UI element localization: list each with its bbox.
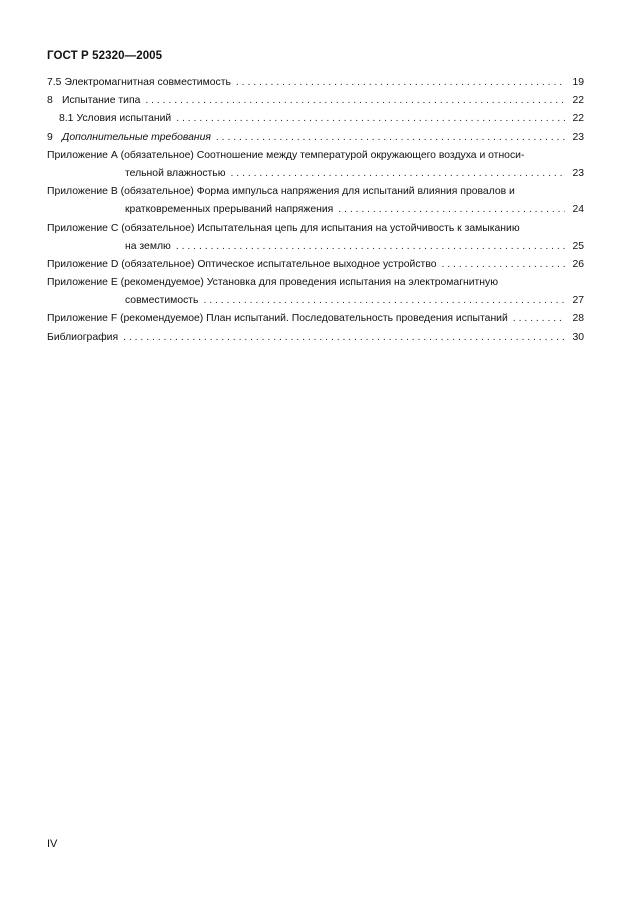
toc-entry-title: Приложение Е (рекомендуемое) Установка для проведения испытания на электромагнитную <box>47 276 584 289</box>
toc-entry-appendix-b[interactable] <box>47 185 584 203</box>
toc-leader-dots <box>145 94 565 107</box>
toc-entry-number: 9 <box>47 131 53 143</box>
toc-entry-title-continued: тельной влажностью <box>125 167 226 179</box>
toc-entry-text <box>59 112 173 125</box>
toc-entry-appendix-a[interactable] <box>47 149 584 167</box>
toc-entry-title: Электромагнитная совместимость <box>64 77 231 88</box>
toc-entry-appendix-b-continued[interactable] <box>47 203 584 221</box>
toc-leader-dots <box>176 240 565 253</box>
toc-entry-8-1[interactable] <box>47 112 584 130</box>
toc-entry-bibliography[interactable] <box>47 331 584 349</box>
toc-entry-title: Условия испытаний <box>76 113 172 125</box>
toc-entry-title-continued: совместимость <box>125 295 199 307</box>
toc-leader-dots <box>236 76 565 89</box>
toc-entry-appendix-a-continued[interactable] <box>47 167 584 185</box>
toc-leader-dots <box>513 312 565 325</box>
toc-entry-title: Дополнительные требования <box>62 131 211 143</box>
toc-entry-title: Приложение В (обязательное) Форма импульса напряжения для испытаний влияния провалов и <box>47 185 584 198</box>
toc-leader-dots <box>176 112 565 125</box>
toc-entry-appendix-c[interactable] <box>47 222 584 240</box>
toc-leader-dots <box>442 258 566 271</box>
toc-entry-text <box>47 76 233 89</box>
toc-entry-appendix-d[interactable] <box>47 258 584 276</box>
toc-entry-appendix-e-continued[interactable] <box>47 294 584 312</box>
toc-entry-title: Библиография <box>47 331 119 343</box>
toc-page-number: 22 <box>572 113 584 125</box>
toc-entry-number: 7.5 <box>47 77 62 88</box>
toc-page-number: 26 <box>572 258 584 270</box>
toc-leader-dots <box>231 167 565 180</box>
toc-entry-title: Испытание типа <box>62 95 141 107</box>
toc-entry-8[interactable] <box>47 94 584 112</box>
toc-page-number: 25 <box>572 240 584 252</box>
toc-entry-title: Приложение С (обязательное) Испытательная цепь для испытания на устойчивость к замыканию <box>47 222 584 235</box>
toc-leader-dots <box>338 203 565 216</box>
toc-entry-appendix-f[interactable] <box>47 312 584 330</box>
toc-entry-number: 8.1 <box>59 113 74 125</box>
toc-entry-title-continued: на землю <box>125 240 171 252</box>
toc-page-number: 24 <box>572 204 584 216</box>
toc-entry-appendix-c-continued[interactable] <box>47 240 584 258</box>
toc-leader-dots <box>216 131 565 144</box>
toc-entry-text <box>47 131 213 144</box>
toc-entry-text <box>47 94 142 107</box>
toc-page-number: 28 <box>572 313 584 325</box>
toc-entry-number: 8 <box>47 95 53 107</box>
document-code-header: ГОСТ Р 52320—2005 <box>47 50 163 62</box>
toc-leader-dots <box>123 331 565 344</box>
toc-entry-title-continued: кратковременных прерываний напряжения <box>125 204 334 216</box>
page-number-footer: IV <box>47 838 58 850</box>
toc-entry-9[interactable] <box>47 131 584 149</box>
toc-page-number: 30 <box>572 331 584 343</box>
toc-page-number: 27 <box>572 295 584 307</box>
toc-leader-dots <box>203 294 565 307</box>
toc-entry-title: Приложение А (обязательное) Соотношение между температурой окружающего воздуха и относи- <box>47 149 584 162</box>
toc-entry-title: Приложение F (рекомендуемое) План испытаний. Последовательность проведения испытаний <box>47 313 508 325</box>
toc-page-number: 22 <box>572 95 584 107</box>
toc-page-number: 23 <box>572 131 584 143</box>
toc-page-number: 19 <box>572 77 584 88</box>
toc-entry-7-5[interactable] <box>47 76 584 94</box>
toc-entry-title: Приложение D (обязательное) Оптическое испытательное выходное устройство <box>47 258 437 270</box>
toc-page-number: 23 <box>572 167 584 179</box>
toc-entry-appendix-e[interactable] <box>47 276 584 294</box>
table-of-contents <box>47 76 584 349</box>
